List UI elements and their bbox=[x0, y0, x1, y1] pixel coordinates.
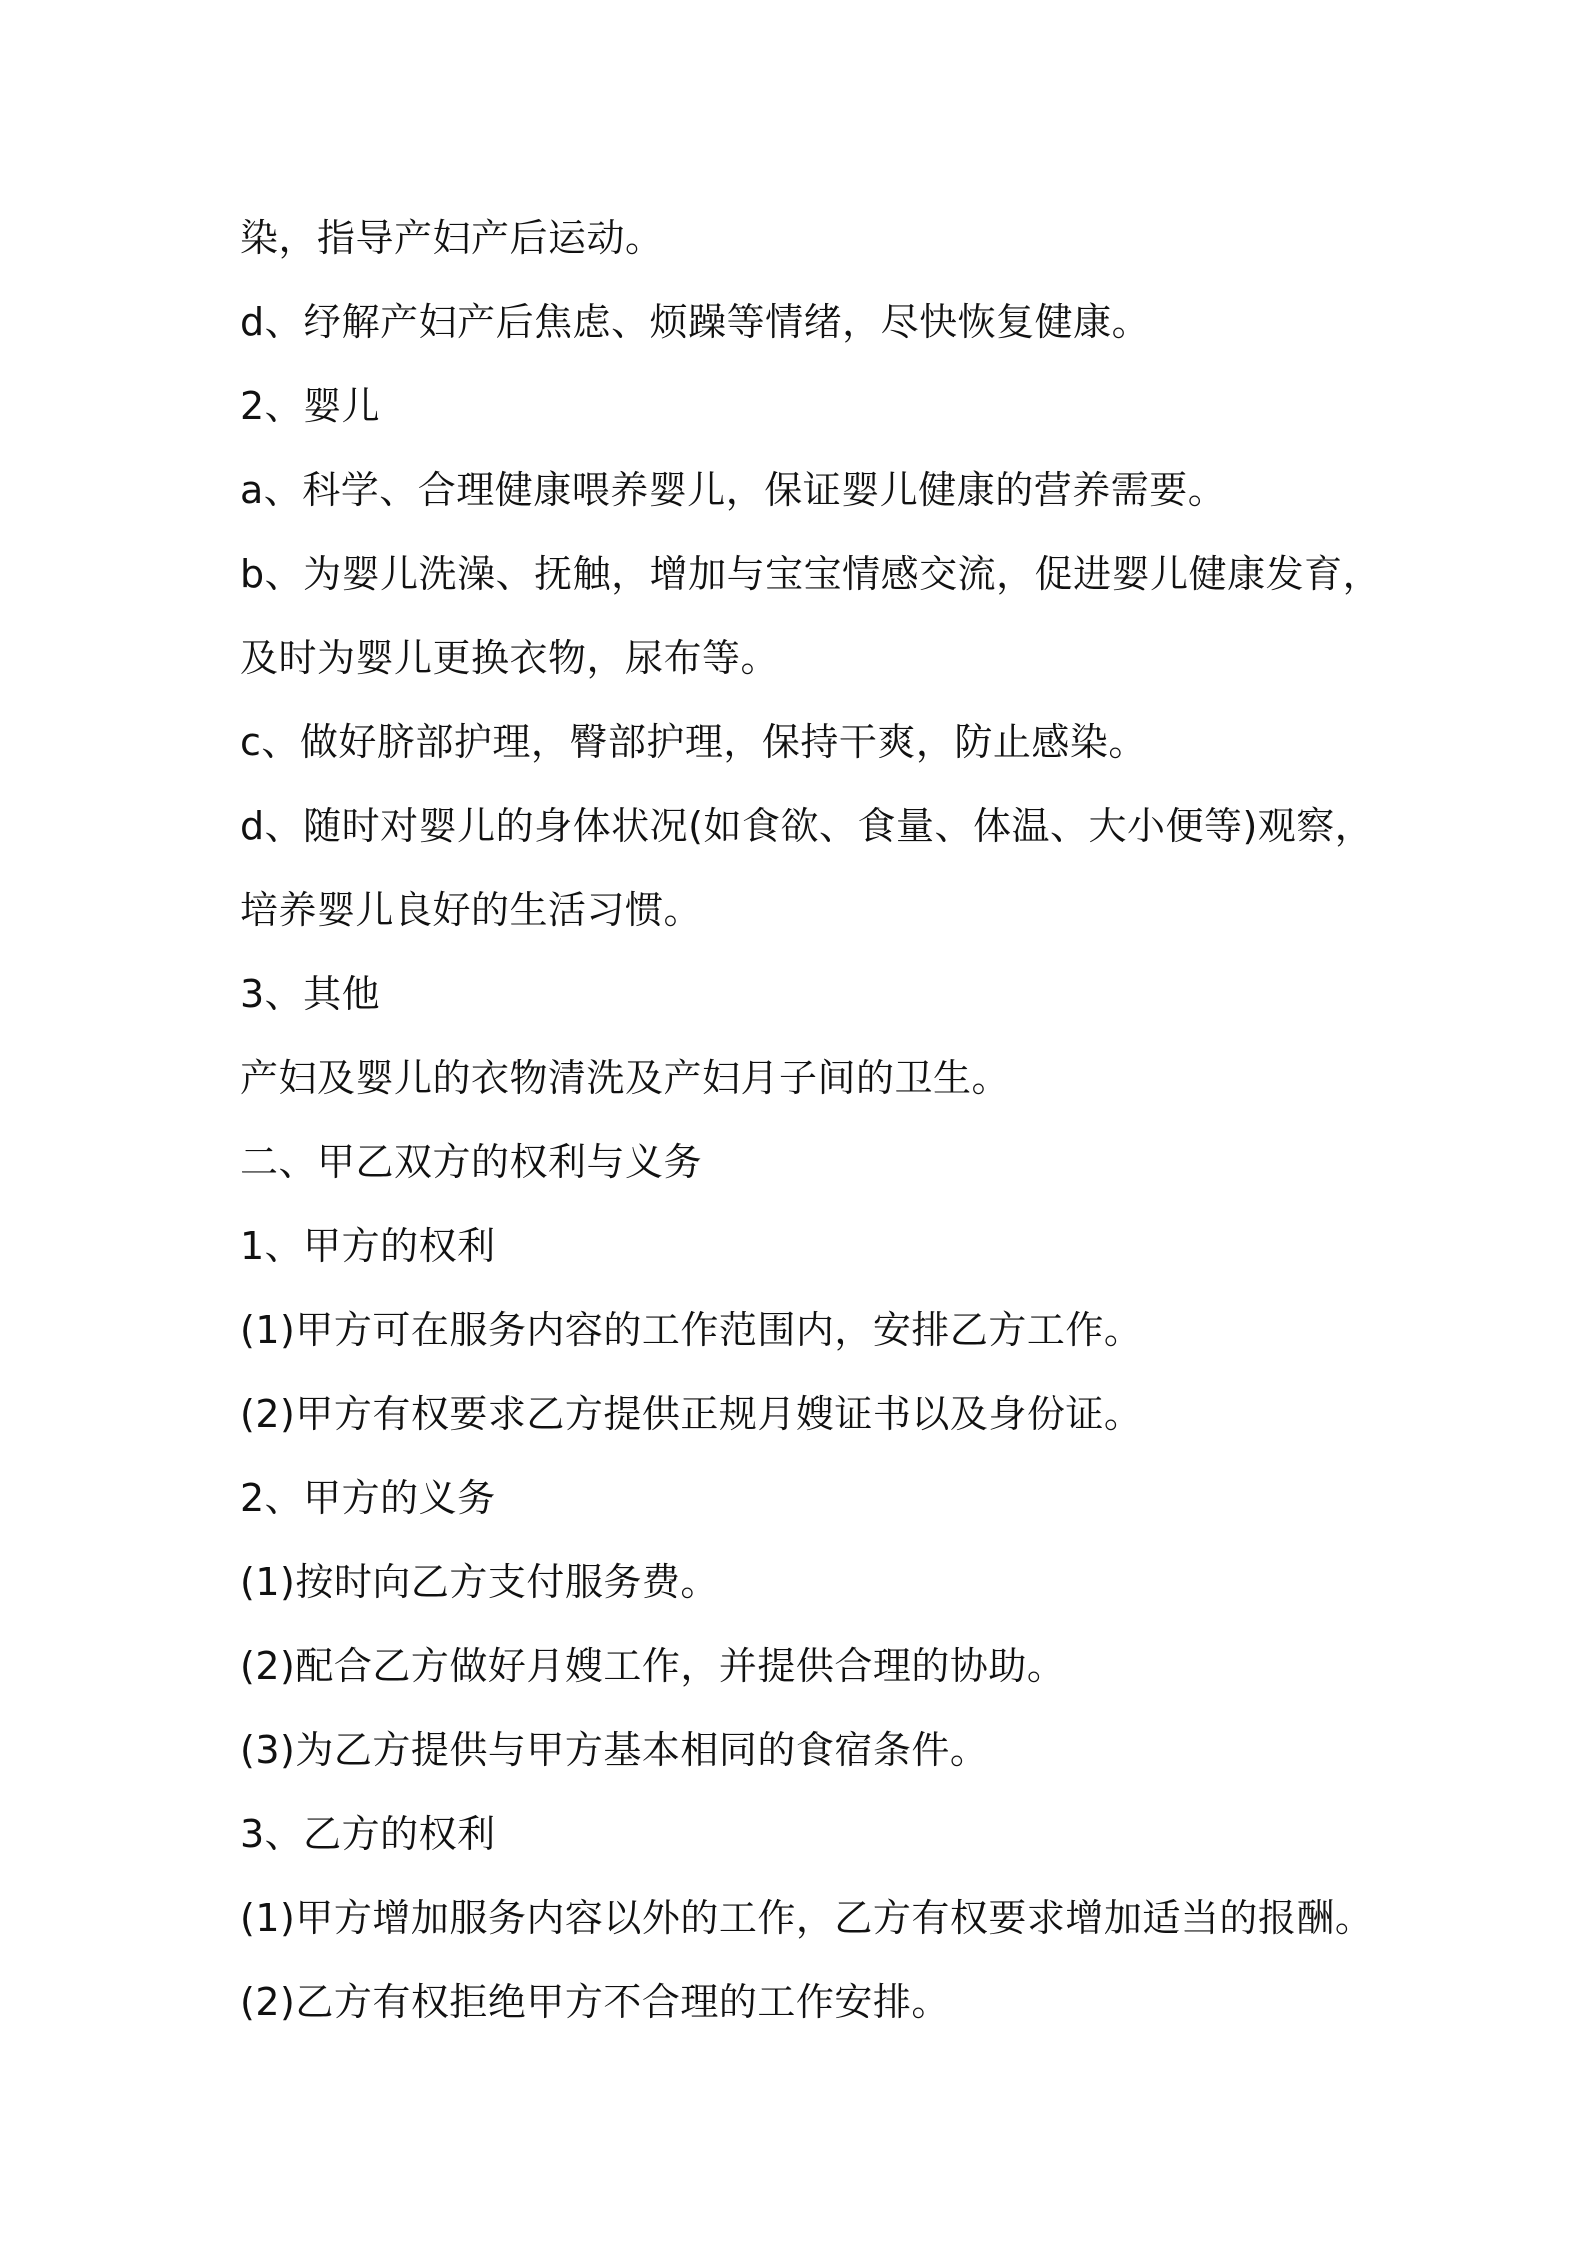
text-line: a、科学、合理健康喂养婴儿，保证婴儿健康的营养需要。 bbox=[240, 468, 1227, 512]
text-line: d、纾解产妇产后焦虑、烦躁等情绪，尽快恢复健康。 bbox=[240, 300, 1151, 344]
text-line: 培养婴儿良好的生活习惯。 bbox=[240, 888, 703, 932]
text-line: c、做好脐部护理，臀部护理，保持干爽，防止感染。 bbox=[240, 720, 1147, 764]
text-line: (3)为乙方提供与甲方基本相同的食宿条件。 bbox=[240, 1728, 989, 1772]
section-heading: 3、乙方的权利 bbox=[240, 1812, 496, 1856]
section-heading: 3、其他 bbox=[240, 972, 381, 1016]
text-line: 染，指导产妇产后运动。 bbox=[240, 216, 664, 260]
text-line: 产妇及婴儿的衣物清洗及产妇月子间的卫生。 bbox=[240, 1056, 1011, 1100]
section-heading: 2、婴儿 bbox=[240, 384, 381, 428]
text-line: (1)甲方可在服务内容的工作范围内，安排乙方工作。 bbox=[240, 1308, 1143, 1352]
document-body bbox=[240, 196, 1382, 2044]
section-heading: 2、甲方的义务 bbox=[240, 1476, 496, 1520]
text-line: (2)乙方有权拒绝甲方不合理的工作安排。 bbox=[240, 1980, 950, 2024]
text-line: 及时为婴儿更换衣物，尿布等。 bbox=[240, 636, 780, 680]
section-heading: 1、甲方的权利 bbox=[240, 1224, 496, 1268]
text-line: (1)甲方增加服务内容以外的工作，乙方有权要求增加适当的报酬。 bbox=[240, 1896, 1374, 1940]
text-line: (2)甲方有权要求乙方提供正规月嫂证书以及身份证。 bbox=[240, 1392, 1143, 1436]
text-line: (2)配合乙方做好月嫂工作，并提供合理的协助。 bbox=[240, 1644, 1066, 1688]
chapter-heading: 二、甲乙双方的权利与义务 bbox=[240, 1140, 703, 1184]
text-line: b、为婴儿洗澡、抚触，增加与宝宝情感交流，促进婴儿健康发育， bbox=[240, 552, 1382, 596]
text-line: (1)按时向乙方支付服务费。 bbox=[240, 1560, 719, 1604]
text-line: d、随时对婴儿的身体状况(如食欲、食量、体温、大小便等)观察， bbox=[240, 804, 1374, 848]
